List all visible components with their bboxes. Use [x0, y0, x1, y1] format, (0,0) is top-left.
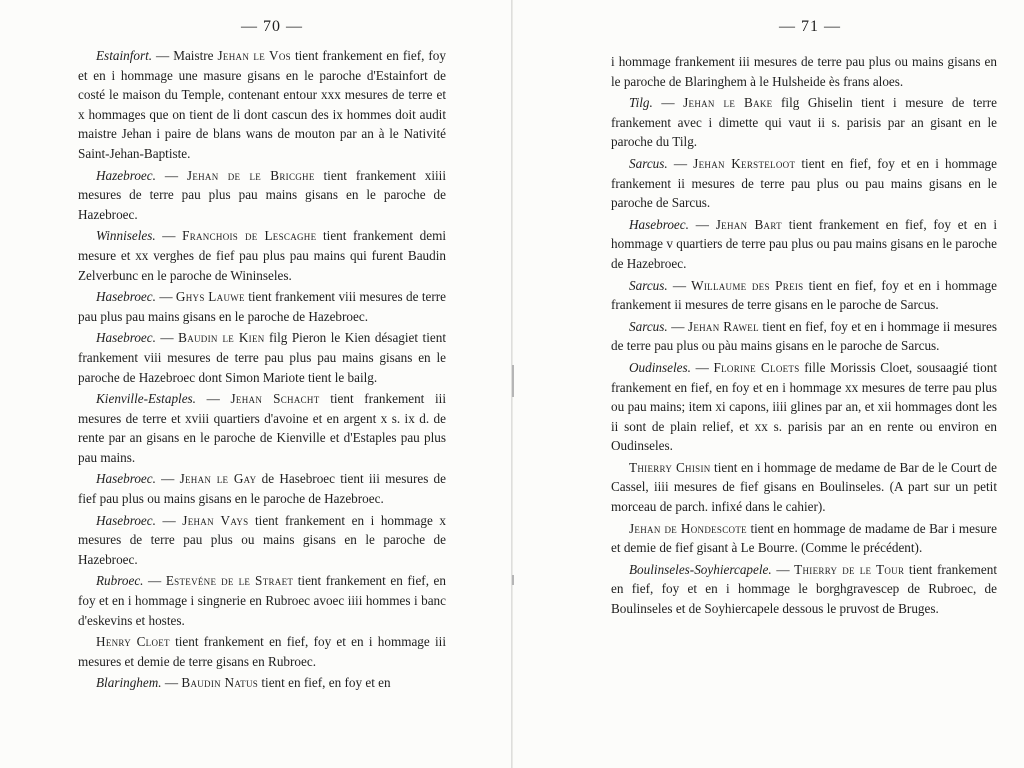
entry-place: Estainfort. [96, 48, 153, 63]
entry-text: tient frankement en fief, foy et en i hommage v quartiers de terre pau plus ou pau mains gisans en le paroche de Hazebroec. [611, 216, 997, 271]
entry [78, 287, 446, 326]
entry [611, 458, 997, 517]
entry [611, 276, 997, 315]
entry-separator: — [688, 216, 716, 232]
entry-continuation [611, 52, 997, 91]
page-number: — 71 — [779, 18, 841, 35]
entry [78, 389, 446, 467]
entry-text: fille Morissis Cloet, sousaagié tiont frankement en fief, en foy et en i hommage xx mesures de terre pau plus ou pau mains; item xi capons, iiii glines par an, et xii hommages dont les ii sont de plain relief, et xx s. parisis par an en rente ou environ en Oudinseles. [611, 359, 998, 454]
entry-name: Florine Cloets [713, 359, 800, 375]
entry-place: Hazebroec. [96, 167, 156, 183]
entry [78, 328, 446, 387]
entry-separator: — [155, 228, 183, 244]
entry-place: Rubroec. [96, 573, 144, 589]
entry-place: Winniseles. [96, 228, 156, 244]
entry [78, 166, 446, 225]
entry-name: Franchois de Lescaghe [182, 228, 317, 244]
entry-name: Jehan Schacht [230, 391, 320, 407]
entry-text: tient en fief, foy et en i hommage frankement ii mesures de terre gisans en le paroche de Sarcus. [611, 277, 997, 313]
entry-place: Sarcus. [629, 155, 668, 171]
entry-separator: — [667, 318, 688, 334]
entry-separator: — [195, 391, 231, 407]
entry-list [78, 46, 446, 695]
entry-separator: — [652, 95, 684, 111]
scan-mark [512, 365, 514, 397]
entry-name: Willaume des Preis [691, 277, 804, 293]
entry-name: Jehan Kersteloot [693, 155, 796, 171]
entry-separator: — [155, 167, 187, 183]
entry-place: Hasebroec. [96, 512, 156, 528]
entry-separator: — [143, 573, 166, 589]
entry [611, 93, 997, 152]
entry-name: Jehan de le Bricghe [186, 167, 315, 183]
entry-separator: — [161, 675, 182, 691]
entry-separator: — [667, 155, 694, 171]
entry-separator: — [771, 561, 795, 577]
entry-name: Jehan le Gay [179, 471, 257, 487]
entry [611, 358, 997, 456]
entry-place: Hasebroec. [96, 471, 156, 487]
entry-text: tient frankement en fief, foy et en i hommage iii mesures et demie de terre gisans en Rubroec. [78, 634, 446, 669]
entry-place: Tilg. [629, 95, 653, 111]
entry-text: tient en hommage de madame de Bar i mesure et demie de fief gisant à Le Bourre. (Comme le précédent). [611, 520, 997, 556]
entry-place: Sarcus. [629, 277, 668, 293]
entry-place: Blaringhem. [96, 675, 162, 691]
entry-separator: — [155, 512, 183, 528]
entry-text: tient frankement xiiii mesures de terre pau plus pau mains gisans en le paroche de Hazebroec. [78, 167, 447, 222]
entry [78, 673, 446, 693]
entry [78, 226, 446, 285]
entry-place: Hasebroec. [96, 289, 156, 305]
entry-text: filg Ghiselin tient i mesure de terre frankement avec i dimette qui vaut ii s. parisis par an gisant en le paroche du Tilg. [611, 95, 997, 150]
entry-text: tient en fief, foy et en i hommage frankement ii mesures de terre pau plus ou pau mains gisans en le paroche de Sarcus. [611, 155, 997, 211]
scan-mark [512, 575, 514, 585]
entry-text: tient en fief, en foy et en [258, 675, 391, 691]
entry-text: tient frankement en fief, en foy et en i hommage i singnerie en Rubroec avoec iiii hommes i banc d'eskevins et hostes. [78, 573, 446, 628]
right-page [611, 0, 997, 768]
entry-name: Jehan le Bake [683, 95, 773, 111]
entry-text: tient frankement en fief, foy et en i hommage le borghgravescep de Rubroec, de Boulinseles et de Soyhiercapele dessous le pruvost de Bruges. [611, 561, 998, 617]
entry [78, 632, 446, 671]
entry-separator: — [155, 289, 176, 305]
entry-list [611, 52, 997, 621]
entry-separator: — [155, 471, 180, 487]
entry-place: Kienville-Estaples. [96, 391, 196, 407]
entry-name: Jehan Rawel [687, 318, 759, 334]
entry-place: Boulinseles-Soyhiercapele. [629, 561, 772, 577]
entry-name: Baudin Natus [181, 675, 259, 691]
entry-name: Jehan Bart [715, 216, 782, 232]
entry-name: Thierry Chisin [629, 459, 711, 475]
entry-name: Jehan le Vos [217, 48, 291, 63]
page-number: — 70 — [241, 18, 303, 35]
entry [611, 154, 997, 213]
entry-separator: — Maistre [152, 48, 218, 63]
entry [611, 560, 997, 619]
entry [78, 469, 446, 508]
entry-name: Estevéne de le Straet [165, 573, 294, 589]
entry-place: Hasebroec. [96, 330, 156, 346]
entry-name: Ghys Lauwe [175, 289, 245, 305]
entry-name: Thierry de le Tour [794, 561, 905, 577]
entry-text: tient en fief, foy et en i hommage ii mesures de terre pau plus ou pàu mains gisans en le paroche de Sarcus. [611, 318, 998, 354]
entry-text: tient frankement en i hommage x mesures de terre pau plus ou mains gisans en le paroche de Hazebroec. [78, 512, 446, 567]
entry [611, 317, 997, 356]
entry-text: tient frankement demi mesure et xx verghes de fief pau plus pau mains qui furent Baudin Zelverbunc en le paroche de Wininseles. [78, 228, 447, 283]
entry-separator: — [155, 330, 179, 346]
entry-name: Jehan Vays [182, 512, 249, 528]
entry-place: Sarcus. [629, 318, 668, 334]
entry-place: Oudinseles. [629, 359, 691, 375]
entry-separator: — [690, 359, 714, 375]
entry [78, 511, 446, 570]
entry [78, 571, 446, 630]
entry-text: tient en i hommage de medame de Bar de le Court de Cassel, iiii mesures de fief gisans en Boulinseles. (A part sur un petit morceau de parch. infixé dans le cahier). [611, 459, 997, 515]
entry-text: de Hasebroec tient iii mesures de fief pau plus ou mains gisans en le paroche de Hazebroec. [78, 471, 446, 507]
entry-name: Henry Cloet [96, 634, 170, 650]
entry-text: tient frankement en fief, foy et en i hommage une masure gisans en le paroche d'Estainfort de costé le maison du Temple, contenant entour xxx mesures de terre et x hommages que on tient de li dont cascun des ix hommes doit audit maistre Jehan i paire de blans wans de mouton par an à le Nativité Saint-Jehan-Baptiste. [78, 48, 446, 161]
entry-place: Hasebroec. [629, 216, 689, 232]
entry-text: tient frankement viii mesures de terre pau plus pau mains gisans en le paroche de Hazebroec. [78, 289, 446, 324]
entry-text: filg Pieron le Kien désagiet tient frankement viii mesures de terre pau plus pau mains gisans en le paroche de Hazebroec dont Simon Mariote tient le bailg. [78, 330, 446, 385]
entry-name: Jehan de Hondescote [629, 520, 747, 536]
left-page [78, 0, 446, 768]
entry [611, 215, 997, 274]
entry-text: i hommage frankement iii mesures de terre pau plus ou mains gisans en le paroche de Blaringhem à le Hulsheide ès frans aloes. [611, 54, 997, 89]
entry [78, 46, 446, 164]
entry [611, 519, 997, 558]
entry-name: Baudin le Kien [178, 330, 265, 346]
entry-text: tient frankement iii mesures de terre et xviii quartiers d'avoine et en argent x s. ix d. de rente par an gisans en le paroche de Kienville et d'Estaples pau plus pau mains. [78, 391, 446, 465]
entry-separator: — [667, 277, 692, 293]
